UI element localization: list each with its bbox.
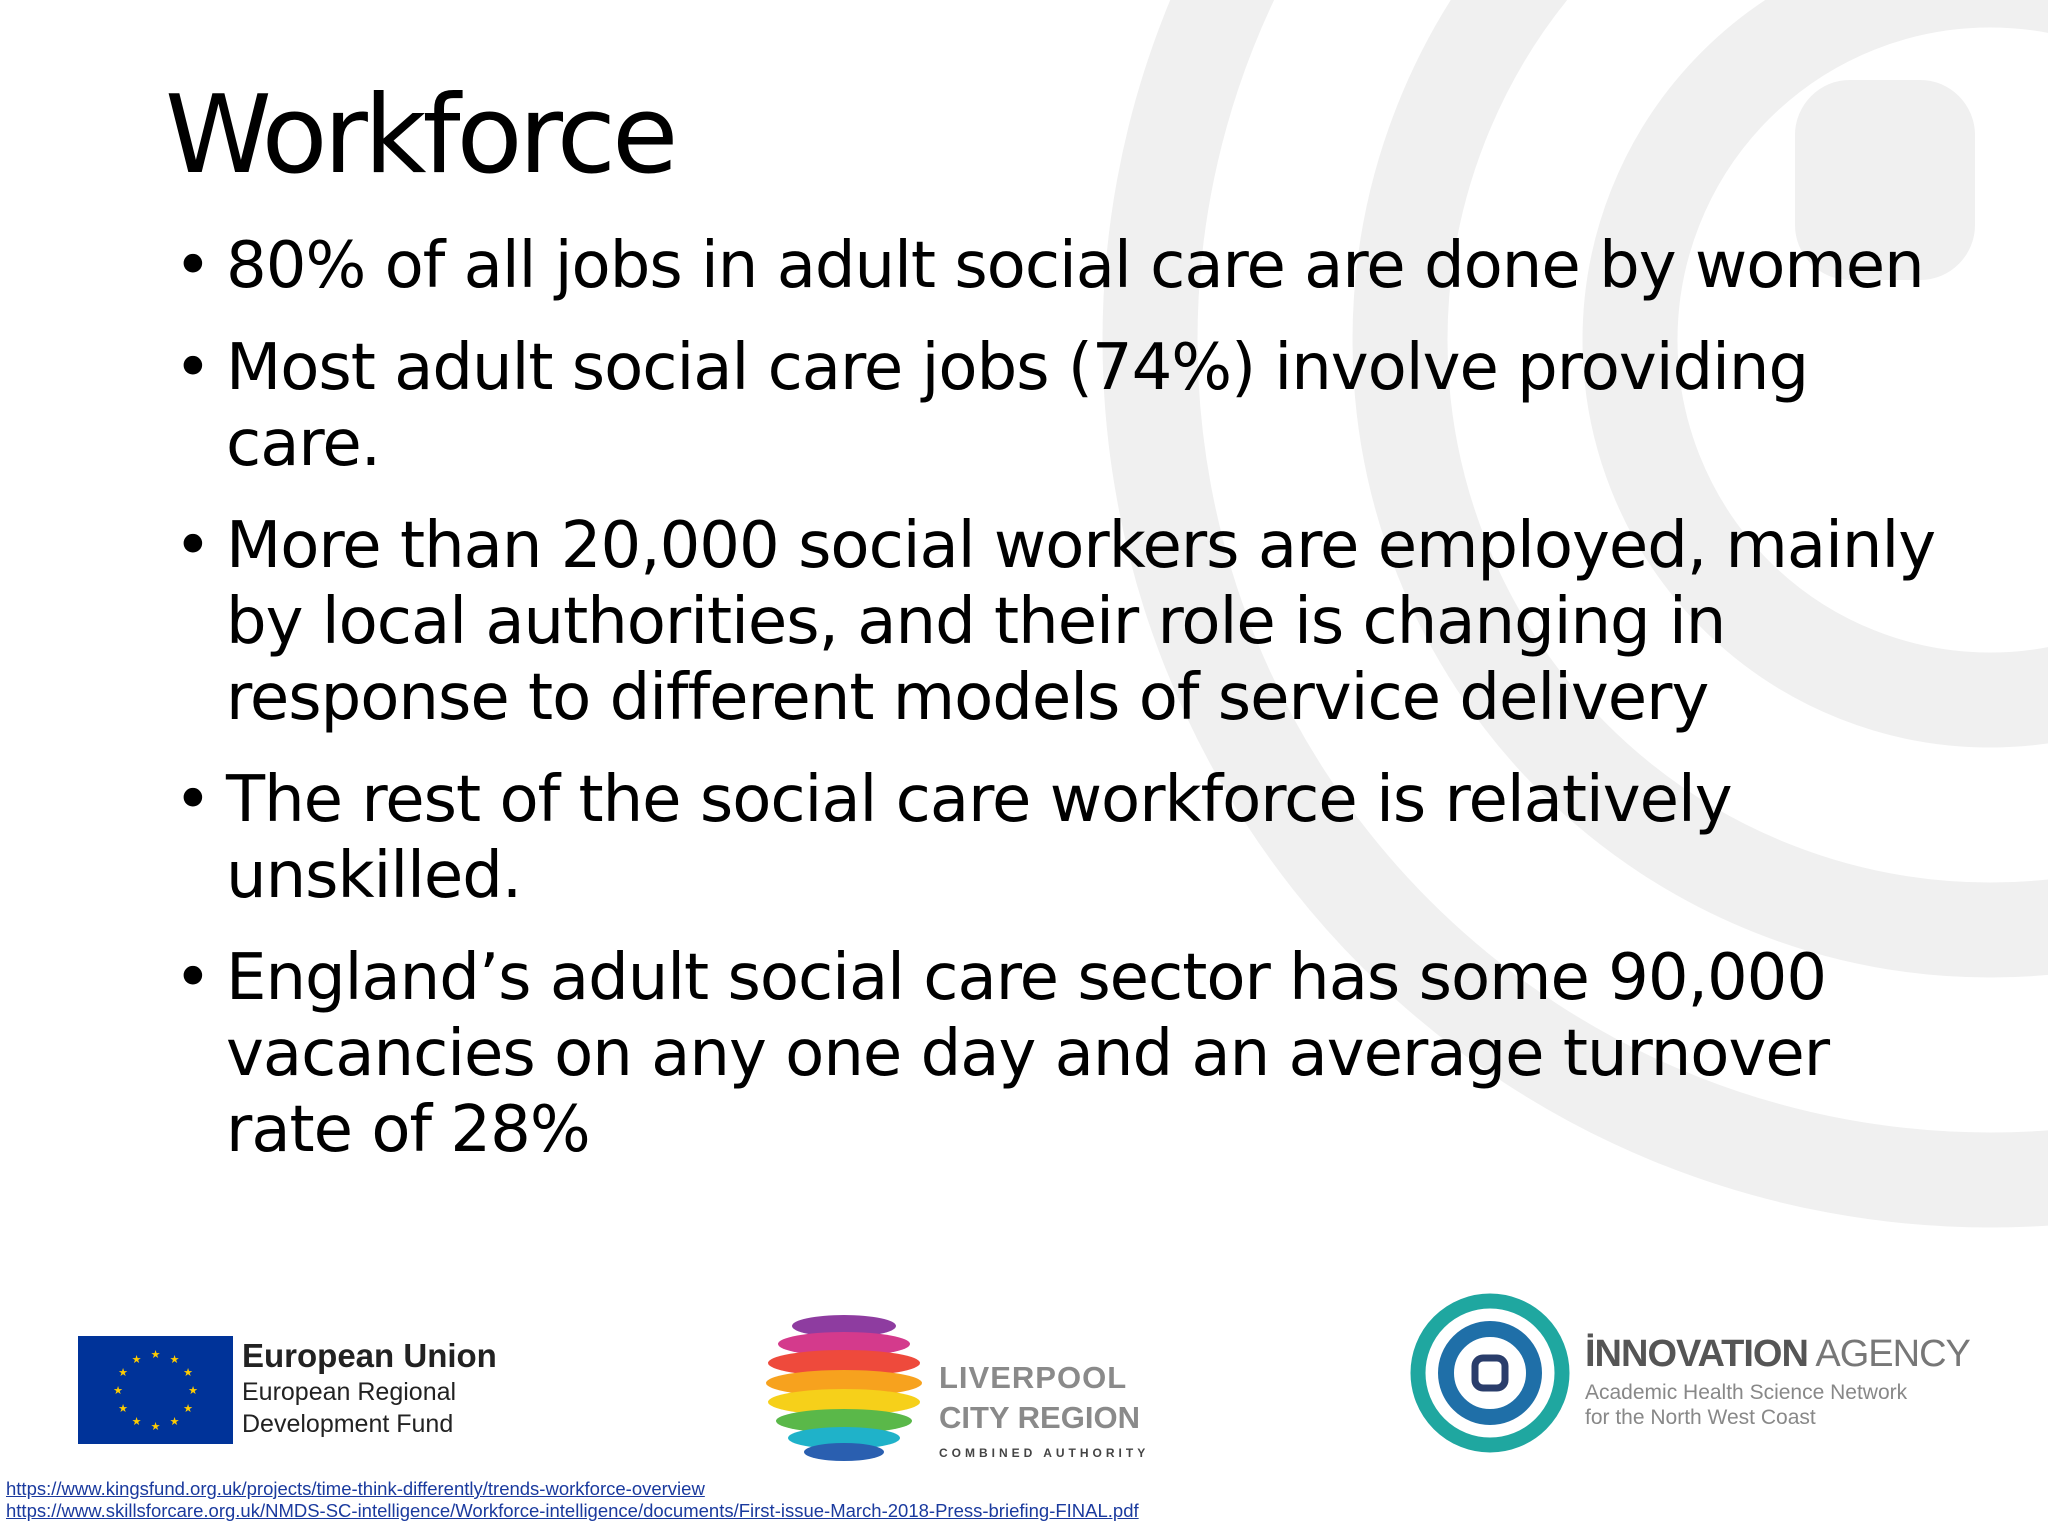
reference-link-skillsforcare[interactable]: https://www.skillsforcare.org.uk/NMDS-SC-intelligence/Workforce-intelligence/documents/First-issue-March-2018-Press-briefing-FINAL.pdf bbox=[6, 1500, 1139, 1521]
lcr-line3: COMBINED AUTHORITY bbox=[939, 1446, 1150, 1460]
svg-text:★: ★ bbox=[169, 1415, 180, 1428]
svg-text:★: ★ bbox=[131, 1353, 142, 1366]
svg-text:★: ★ bbox=[118, 1402, 128, 1415]
svg-text:★: ★ bbox=[118, 1366, 128, 1379]
lcr-line1: LIVERPOOL bbox=[939, 1360, 1128, 1395]
ia-line1 bbox=[1585, 1332, 1970, 1376]
ia-line3-text: for the North West Coast bbox=[1585, 1406, 1816, 1429]
svg-text:★: ★ bbox=[150, 1420, 161, 1433]
liverpool-logo-text bbox=[939, 1358, 1149, 1464]
bullet-text: England’s adult social care sector has some 90,000 vacancies on any one day and an average turnover rate of 28% bbox=[226, 941, 1829, 1167]
bullet-item bbox=[168, 940, 1958, 1168]
eu-logo-line2: European Regional bbox=[242, 1378, 457, 1406]
innovation-agency-ring-icon bbox=[1405, 1288, 1575, 1458]
svg-text:★: ★ bbox=[113, 1384, 123, 1397]
bullet-item bbox=[168, 762, 1958, 914]
bullet-dot-icon: • bbox=[174, 331, 211, 405]
reference-link-kingsfund[interactable]: https://www.kingsfund.org.uk/projects/time-think-differently/trends-workforce-overview bbox=[6, 1478, 705, 1499]
eu-flag-icon bbox=[78, 1336, 233, 1444]
stacked-discs-icon bbox=[764, 1306, 924, 1466]
svg-text:★: ★ bbox=[131, 1415, 142, 1428]
eu-logo-line3: Development Fund bbox=[242, 1410, 454, 1438]
bullet-item bbox=[168, 330, 1958, 482]
bullet-text: 80% of all jobs in adult social care are done by women bbox=[226, 229, 1924, 303]
innovation-agency-text bbox=[1585, 1332, 1970, 1430]
eu-logo-line1: European Union bbox=[242, 1337, 497, 1374]
eu-logo-text bbox=[242, 1336, 497, 1440]
bullet-text: Most adult social care jobs (74%) involve providing care. bbox=[226, 331, 1809, 481]
svg-text:★: ★ bbox=[150, 1348, 161, 1361]
ia-bold-word: İNNOVATION bbox=[1585, 1333, 1808, 1375]
innovation-agency-logo bbox=[1405, 1288, 2005, 1458]
bullet-item bbox=[168, 228, 1958, 304]
liverpool-city-region-logo bbox=[764, 1306, 1164, 1466]
bullet-list bbox=[168, 228, 1958, 1194]
references bbox=[6, 1478, 1139, 1522]
slide-title: Workforce bbox=[165, 73, 675, 198]
bullet-text: The rest of the social care workforce is relatively unskilled. bbox=[226, 763, 1732, 913]
svg-text:★: ★ bbox=[188, 1384, 198, 1397]
bullet-dot-icon: • bbox=[174, 763, 211, 837]
ia-line2 bbox=[1585, 1380, 1970, 1430]
bullet-dot-icon: • bbox=[174, 941, 211, 1015]
svg-text:★: ★ bbox=[169, 1353, 180, 1366]
bullet-text: More than 20,000 social workers are employed, mainly by local authorities, and their role is changing in response to different models of service delivery bbox=[226, 509, 1936, 735]
bullet-item bbox=[168, 508, 1958, 736]
bullet-dot-icon: • bbox=[174, 509, 211, 583]
svg-text:★: ★ bbox=[183, 1402, 193, 1415]
lcr-line2: CITY REGION bbox=[939, 1400, 1140, 1435]
ia-light-word: AGENCY bbox=[1807, 1333, 1970, 1375]
svg-text:★: ★ bbox=[183, 1366, 193, 1379]
bullet-dot-icon: • bbox=[174, 229, 211, 303]
eu-logo bbox=[78, 1336, 538, 1446]
ia-line2-text: Academic Health Science Network bbox=[1585, 1381, 1908, 1404]
